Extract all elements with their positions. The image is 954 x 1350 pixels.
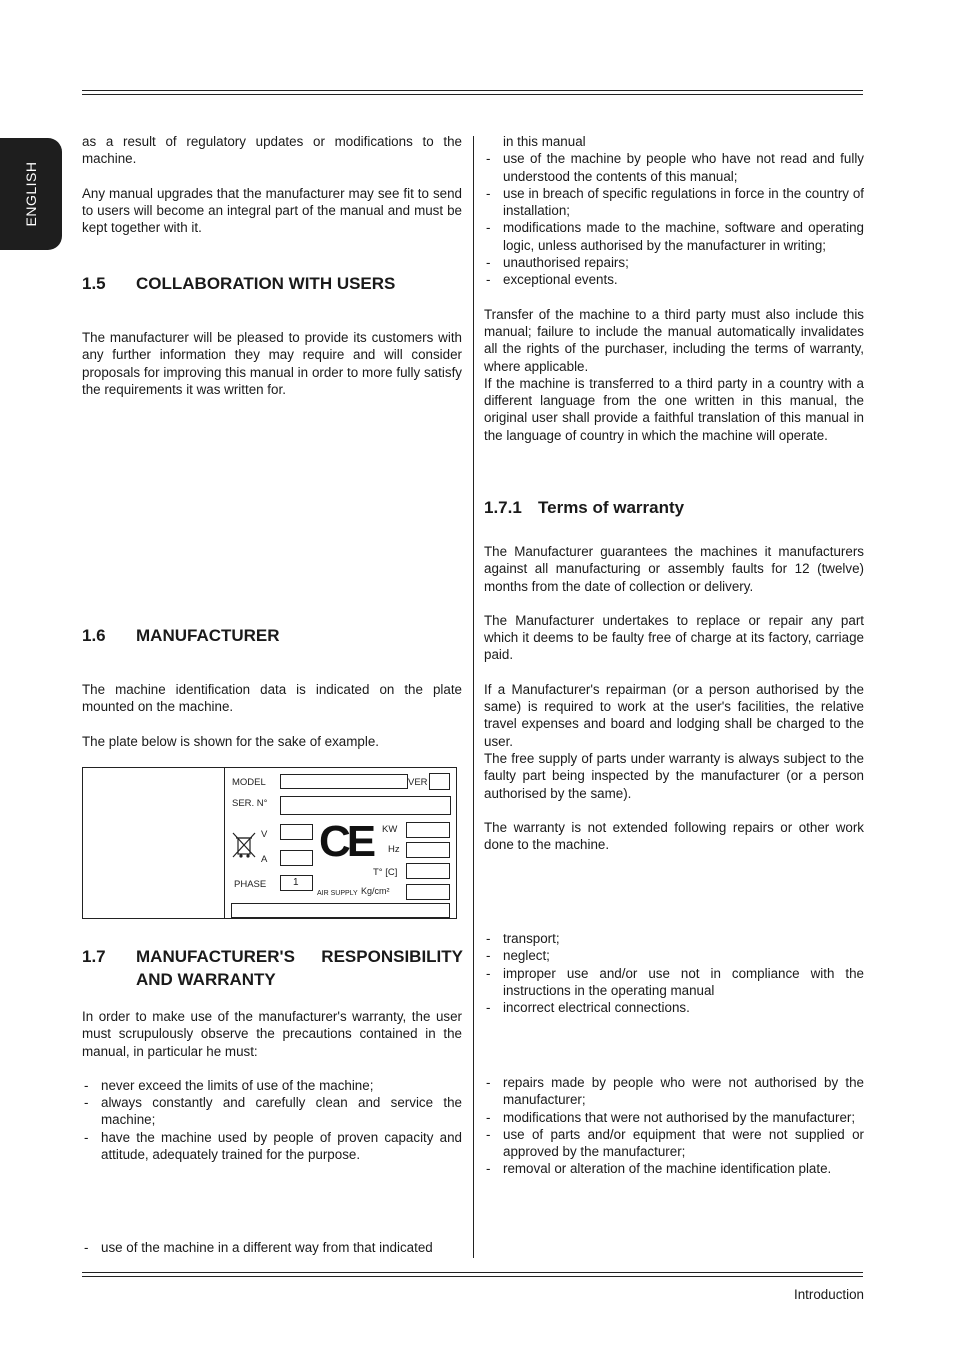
- footer-rule-top: [82, 1272, 863, 1273]
- plate-kw-label: KW: [382, 824, 398, 835]
- exclusions-list-start: [82, 1239, 462, 1256]
- section-1-7-number: 1.7: [82, 947, 106, 966]
- plate-pressure-unit: Kg/cm²: [361, 886, 390, 896]
- section-1-6-number: 1.6: [82, 626, 106, 645]
- plate-hz-box: [406, 842, 450, 858]
- voiding-conditions-list: [484, 1074, 864, 1178]
- section-1-7-1-title: Terms of warranty: [538, 498, 685, 517]
- list-item: - removal or alteration of the machine identification plate.: [484, 1160, 864, 1177]
- plate-serial-box: [280, 796, 451, 815]
- section-1-7-body: [82, 1008, 462, 1163]
- list-item: - use in breach of specific regulations in force in the country of installation;: [484, 185, 864, 220]
- ce-mark-icon: CE: [319, 817, 373, 866]
- list-item: - incorrect electrical connections.: [484, 999, 864, 1016]
- warranty-paragraph-5: The warranty is not extended following repairs or other work done to the machine.: [484, 819, 864, 853]
- section-1-6-body: [82, 681, 462, 750]
- list-item: - exceptional events.: [484, 271, 864, 288]
- warranty-paragraph-2: The Manufacturer undertakes to replace or repair any part which it deems to be faulty free of charge at its factory, carriage paid.: [484, 612, 864, 663]
- plate-phase-label: PHASE: [234, 879, 267, 890]
- list-item: - modifications made to the machine, software and operating logic, unless authorised by the manufacturer in writing;: [484, 219, 864, 254]
- warranty-paragraph-3: If a Manufacturer's repairman (or a person authorised by the same) is required to work at the user's facilities, the relative travel expenses and board and lodging shall be charged to the user.: [484, 681, 864, 749]
- list-item: - use of the machine by people who have not read and fully understood the contents of this manual;: [484, 150, 864, 185]
- exclusions-list-continued: [484, 150, 864, 288]
- section-1-5-number: 1.5: [82, 274, 106, 293]
- list-item: - use of parts and/or equipment that were not supplied or approved by the manufacturer;: [484, 1126, 864, 1161]
- list-item: - improper use and/or use not in compliance with the instructions in the operating manual: [484, 965, 864, 1000]
- list-item: - unauthorised repairs;: [484, 254, 864, 271]
- warranty-paragraph-4: The free supply of parts under warranty is always subject to the faulty part being inspected by the manufacturer (or a person authorised by the same).: [484, 750, 864, 801]
- damage-causes-list: [484, 930, 864, 1016]
- intro-paragraph-1: as a result of regulatory updates or modifications to the machine.: [82, 134, 462, 167]
- manufacturer-paragraph-1: The machine identification data is indicated on the plate mounted on the machine.: [82, 682, 462, 715]
- plate-kw-box: [406, 822, 450, 838]
- user-obligations-list: [82, 1077, 462, 1163]
- language-paragraph: If the machine is transferred to a third party in a country with a different language from the one written in this manual, the original user shall provide a faithful translation of this manual in the language of country in which the machine will operate.: [484, 375, 864, 443]
- header-rule-bottom: [82, 94, 863, 95]
- warranty-exclusions-2: [484, 1074, 864, 1178]
- transfer-paragraph: Transfer of the machine to a third party must also include this manual; failure to include the manual automatically invalidates all the rights of the purchaser, including the terms of warranty, where applicable.: [484, 306, 864, 374]
- list-item: - never exceed the limits of use of the machine;: [82, 1077, 462, 1094]
- column-divider: [473, 136, 474, 1258]
- manufacturer-paragraph-2: The plate below is shown for the sake of example.: [82, 733, 379, 749]
- left-intro: [82, 133, 462, 236]
- plate-model-box: [280, 774, 408, 789]
- section-1-6-title: MANUFACTURER: [136, 626, 280, 645]
- plate-voltage-box: [280, 824, 313, 840]
- plate-temperature-box: [406, 863, 450, 879]
- plate-voltage-label: V: [261, 829, 268, 840]
- footer-section-name: Introduction: [794, 1287, 864, 1302]
- plate-bottom-box: [231, 903, 450, 918]
- list-item: - transport;: [484, 930, 864, 947]
- section-1-7-1-heading: [484, 498, 684, 518]
- plate-ampere-label: A: [261, 854, 268, 865]
- plate-fields: [224, 768, 457, 918]
- language-tab: [0, 138, 62, 250]
- list-item: - have the machine used by people of proven capacity and attitude, adequately trained for the purpose.: [82, 1129, 462, 1164]
- collaboration-paragraph: The manufacturer will be pleased to provide its customers with any further information they may require and will consider proposals for improving this manual in order to more fully satisfy the requirements it was written for.: [82, 330, 462, 397]
- plate-pressure-box: [406, 884, 450, 900]
- warranty-terms-body: [484, 543, 864, 853]
- right-top-block: [484, 133, 864, 444]
- plate-model-label: MODEL: [232, 777, 266, 788]
- list-item: - always constantly and carefully clean and service the machine;: [82, 1094, 462, 1129]
- list-continuation: in this manual: [503, 134, 586, 149]
- warranty-intro-paragraph: In order to make use of the manufacturer's warranty, the user must scrupulously observe the precautions contained in the manual, in particular he must:: [82, 1009, 462, 1059]
- plate-ampere-box: [280, 850, 313, 866]
- section-1-5-heading: [82, 272, 395, 295]
- section-1-7-heading: [82, 945, 463, 991]
- section-1-7-title: MANUFACTURER'S RESPONSIBILITY AND WARRANTY: [136, 947, 463, 989]
- exclusions-list: [82, 1239, 462, 1256]
- plate-ver-box: [429, 773, 450, 790]
- section-1-6-heading: [82, 624, 280, 647]
- identification-plate: [82, 767, 457, 919]
- plate-phase-box: [280, 875, 313, 891]
- list-item: - modifications that were not authorised by the manufacturer;: [484, 1109, 864, 1126]
- section-1-5-body: [82, 329, 462, 398]
- plate-air-supply-label: AIR SUPPLY: [317, 890, 358, 897]
- plate-serial-label: SER. N°: [232, 798, 268, 809]
- footer-rule-bottom: [82, 1276, 863, 1277]
- list-item: - neglect;: [484, 947, 864, 964]
- plate-phase-value: 1: [293, 877, 299, 888]
- intro-paragraph-2: Any manual upgrades that the manufacturer may see fit to send to users will become an integral part of the manual and must be kept together with it.: [82, 185, 462, 236]
- warranty-paragraph-1: The Manufacturer guarantees the machines it manufacturers against all manufacturing or assembly faults for 12 (twelve) months from the date of collection or delivery.: [484, 544, 864, 594]
- warranty-exclusions-1: [484, 930, 864, 1016]
- weee-bin-icon: [231, 831, 257, 859]
- list-item: - repairs made by people who were not authorised by the manufacturer;: [484, 1074, 864, 1109]
- section-1-7-1-number: 1.7.1: [484, 498, 522, 517]
- plate-ver-label: VER: [408, 777, 428, 788]
- header-rule-top: [82, 90, 863, 91]
- plate-temperature-label: T° [C]: [373, 867, 398, 878]
- section-1-5-title: COLLABORATION WITH USERS: [136, 274, 396, 293]
- plate-hz-label: Hz: [388, 844, 400, 855]
- language-tab-label: ENGLISH: [23, 161, 39, 227]
- list-item: - use of the machine in a different way from that indicated: [82, 1239, 462, 1256]
